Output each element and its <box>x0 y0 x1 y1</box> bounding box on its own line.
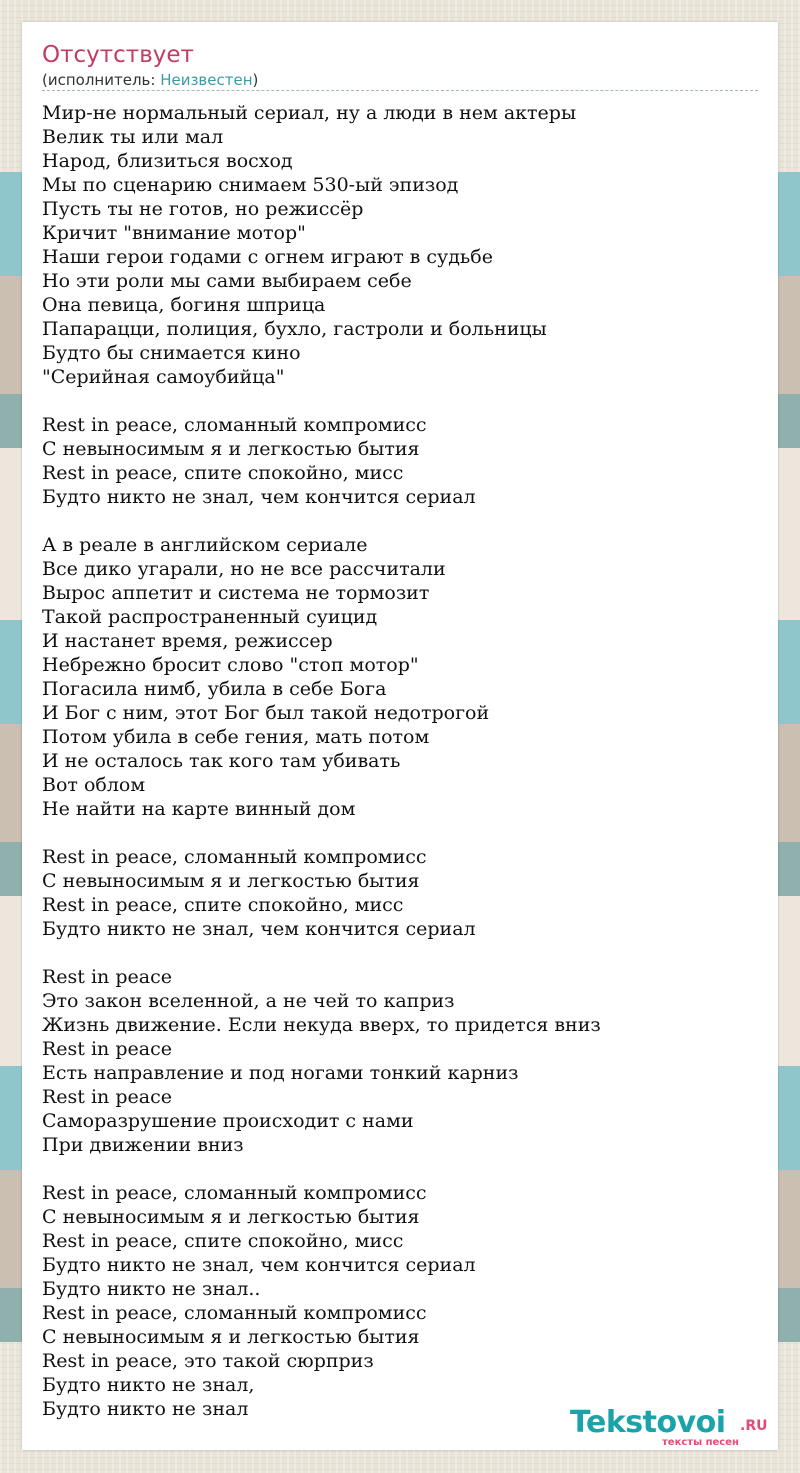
lyric-line: Rest in peace, сломанный компромисс <box>42 1182 427 1204</box>
lyric-line: Погасила нимб, убила в себе Бога <box>42 678 387 700</box>
lyric-line: Велик ты или мал <box>42 126 224 148</box>
lyrics-text <box>42 101 758 1421</box>
lyric-blank-line <box>42 389 758 413</box>
lyric-line: С невыносимым я и легкостью бытия <box>42 1206 420 1228</box>
lyric-line: Это закон вселенной, а не чей то каприз <box>42 990 455 1012</box>
lyric-line: Не найти на карте винный дом <box>42 798 356 820</box>
lyric-line: Саморазрушение происходит с нами <box>42 1110 414 1132</box>
lyric-line: С невыносимым я и легкостью бытия <box>42 870 420 892</box>
lyric-line: Такой распространенный суицид <box>42 606 378 628</box>
lyric-line: Все дико угарали, но не все рассчитали <box>42 558 446 580</box>
lyric-line: "Серийная самоубийца" <box>42 366 285 388</box>
lyric-line: Кричит "внимание мотор" <box>42 222 306 244</box>
lyric-line: С невыносимым я и легкостью бытия <box>42 1326 420 1348</box>
lyric-line: И не осталось так кого там убивать <box>42 750 401 772</box>
lyric-line: Небрежно бросит слово "стоп мотор" <box>42 654 419 676</box>
lyric-line: При движении вниз <box>42 1134 244 1156</box>
lyric-line: Rest in peace, сломанный компромисс <box>42 1302 427 1324</box>
lyrics-card <box>22 22 778 1450</box>
lyric-line: Rest in peace <box>42 1038 172 1060</box>
lyric-line: И настанет время, режиссер <box>42 630 333 652</box>
lyric-line: Rest in peace, это такой сюрприз <box>42 1350 374 1372</box>
lyric-blank-line <box>42 509 758 533</box>
lyric-line: Папарацци, полиция, бухло, гастроли и больницы <box>42 318 547 340</box>
lyric-line: Rest in peace, спите спокойно, мисс <box>42 894 404 916</box>
logo-tld: .RU <box>740 1418 768 1434</box>
lyric-line: Но эти роли мы сами выбираем себе <box>42 270 412 292</box>
lyric-line: И Бог с ним, этот Бог был такой недотрогой <box>42 702 490 724</box>
lyric-line: Потом убила в себе гения, мать потом <box>42 726 430 748</box>
lyric-line: А в реале в английском сериале <box>42 534 368 556</box>
lyric-line: Будто никто не знал.. <box>42 1278 261 1300</box>
artist-suffix: ) <box>252 71 259 89</box>
lyric-line: Она певица, богиня шприца <box>42 294 326 316</box>
lyric-line: Rest in peace <box>42 1086 172 1108</box>
lyric-line: Наши герои годами с огнем играют в судьбе <box>42 246 493 268</box>
artist-line <box>42 70 258 90</box>
lyric-line: Rest in peace, спите спокойно, мисс <box>42 1230 404 1252</box>
lyric-blank-line <box>42 1157 758 1181</box>
logo-name: Tekstovoi <box>570 1405 726 1440</box>
lyric-line: Народ, близиться восход <box>42 150 293 172</box>
lyric-line: Будто никто не знал, чем кончится сериал <box>42 918 476 940</box>
site-logo[interactable] <box>570 1406 770 1446</box>
title-divider <box>42 90 758 91</box>
lyric-line: Вот облом <box>42 774 146 796</box>
song-title: Отсутствует <box>42 42 194 68</box>
lyric-line: Пусть ты не готов, но режиссёр <box>42 198 364 220</box>
lyric-line: С невыносимым я и легкостью бытия <box>42 438 420 460</box>
lyric-line: Вырос аппетит и система не тормозит <box>42 582 430 604</box>
lyric-line: Rest in peace, спите спокойно, мисс <box>42 462 404 484</box>
lyric-line: Rest in peace, сломанный компромисс <box>42 846 427 868</box>
artist-prefix: (исполнитель: <box>42 71 161 89</box>
lyric-line: Мир-не нормальный сериал, ну а люди в нем актеры <box>42 102 577 124</box>
lyric-line: Будто никто не знал, чем кончится сериал <box>42 486 476 508</box>
logo-tagline: тексты песен <box>662 1437 739 1448</box>
lyric-line: Будто никто не знал <box>42 1398 249 1420</box>
lyric-line: Rest in peace, сломанный компромисс <box>42 414 427 436</box>
artist-link[interactable]: Неизвестен <box>160 71 253 89</box>
lyric-line: Rest in peace <box>42 966 172 988</box>
lyric-line: Мы по сценарию снимаем 530-ый эпизод <box>42 174 459 196</box>
lyric-line: Будто бы снимается кино <box>42 342 301 364</box>
lyric-line: Будто никто не знал, чем кончится сериал <box>42 1254 476 1276</box>
lyric-blank-line <box>42 821 758 845</box>
lyric-line: Есть направление и под ногами тонкий карниз <box>42 1062 519 1084</box>
lyric-blank-line <box>42 941 758 965</box>
lyric-line: Жизнь движение. Если некуда вверх, то придется вниз <box>42 1014 601 1036</box>
lyric-line: Будто никто не знал, <box>42 1374 255 1396</box>
